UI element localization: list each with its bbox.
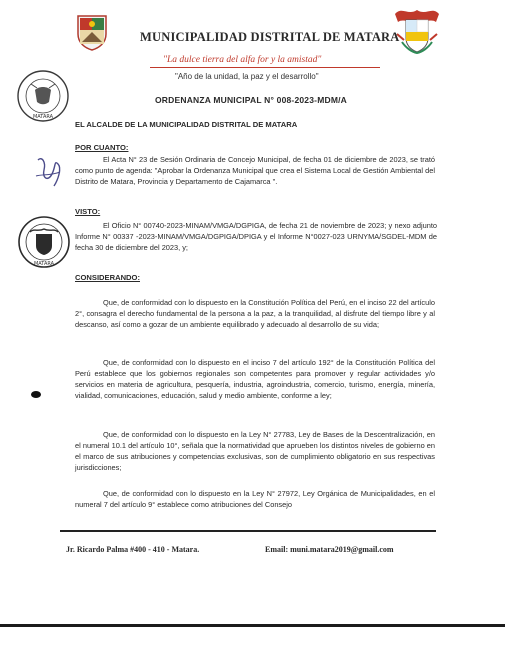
footer-address: Jr. Ricardo Palma #400 - 410 - Matara. (66, 545, 200, 554)
visto-paragraph: El Oficio N° 00740-2023-MINAM/VMGA/DGPIGA, de fecha 21 de noviembre de 2023; y nexo adjunto Informe N° 00337 -2023-MINAM/VMGA/DGPIGA/DPIGA y el Informe N°0027-023 URNYMA/SGDEL-MDM de fecha 30 de diciembre del 2023, y; (75, 221, 437, 252)
considerando-paragraph-1: Que, de conformidad con lo dispuesto en la Constitución Política del Perú, en el inciso 22 del artículo 2°, consagra el derecho fundamental de la persona a la paz, a la tranquilidad, al disfrute del tiempo libre y al descanso, así como a gozar de un ambiente equilibrado y adecuado al desarrollo de su vida; (75, 298, 435, 329)
footer-divider (60, 530, 436, 532)
por-cuanto-heading: POR CUANTO: (75, 143, 129, 152)
hole-punch-mark (31, 391, 41, 398)
stamp-text: MATARA (32, 114, 54, 120)
municipality-motto: "La dulce tierra del alfa for y la amistad" (163, 55, 322, 65)
considerando-heading: CONSIDERANDO: (75, 273, 140, 282)
municipal-logo (72, 12, 112, 52)
considerando-paragraph-4: Que, de conformidad con lo dispuesto en la Ley N° 27972, Ley Orgánica de Municipalidades, en el numeral 7 del artículo 9° establece como atribuciones del Consejo (75, 489, 435, 509)
mayor-heading: EL ALCALDE DE LA MUNICIPALIDAD DISTRITAL DE MATARA (75, 120, 298, 129)
motto-underline (150, 67, 380, 68)
page-bottom-border (0, 624, 505, 627)
secretary-seal-stamp (16, 214, 72, 270)
year-phrase: "Año de la unidad, la paz y el desarrollo" (175, 72, 319, 81)
visto-heading: VISTO: (75, 207, 101, 216)
signature-mark (32, 152, 66, 192)
footer-email: Email: muni.matara2019@gmail.com (265, 545, 394, 554)
considerando-paragraph-3: Que, de conformidad con lo dispuesto en la Ley N° 27783, Ley de Bases de la Descentralización, en el numeral 10.1 del artículo 10°, señala que la normatividad que aprueben los distintos niveles de gobierno en el marco de sus atribuciones y competencias exclusivas, son de cumplimiento obligatorio en sus respectivas jurisdicciones; (75, 430, 435, 472)
considerando-paragraph-2: Que, de conformidad con lo dispuesto en el inciso 7 del artículo 192° de la Constitución Política del Perú establece que los gobiernos regionales son competentes para promover y regular actividades y/o servicios en materia de agricultura, pesquería, industria, agroindustria, comercio, turismo, energía, minería, vialidad, comunicaciones, educación, salud y medio ambiente, conforme a ley; (75, 358, 435, 400)
ordinance-title: ORDENANZA MUNICIPAL N° 008-2023-MDM/A (155, 95, 347, 105)
municipality-title: MUNICIPALIDAD DISTRITAL DE MATARA (140, 30, 400, 44)
municipal-seal-stamp (15, 68, 71, 124)
stamp-text: MATARA (33, 261, 55, 267)
por-cuanto-paragraph: El Acta N° 23 de Sesión Ordinaria de Concejo Municipal, de fecha 01 de diciembre de 2023, se trató como punto de agenda: "Aprobar la Ordenanza Municipal que crea el Sistema Local de Gestión Ambiental del Distrito de Matara, Provincia y Departamento de Cajamarca ". (75, 155, 435, 186)
